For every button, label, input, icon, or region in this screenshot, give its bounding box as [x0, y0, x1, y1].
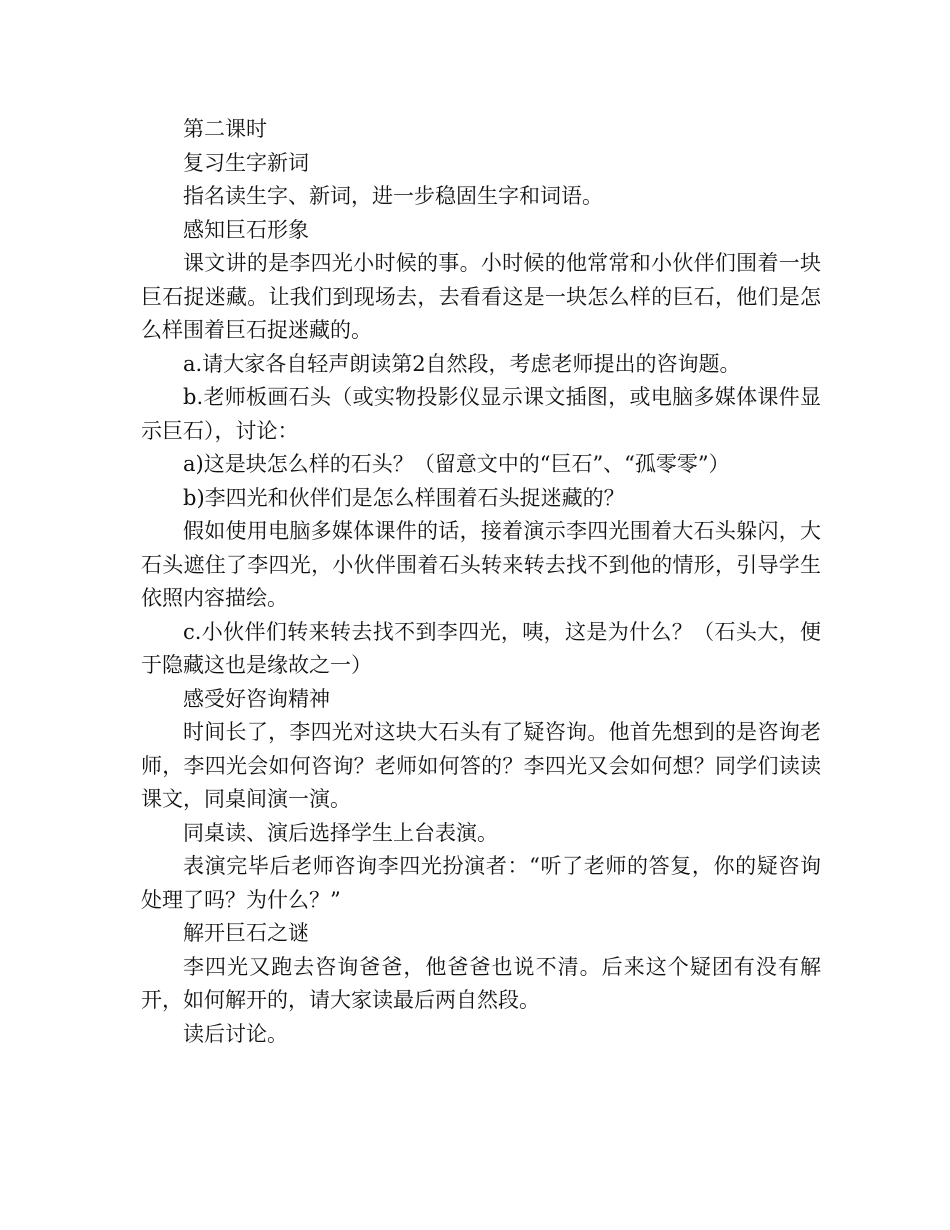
paragraph: 同桌读、演后选择学生上台表演。 [183, 820, 498, 845]
paragraph: b.老师板画石头（或实物投影仪显示课文插图，或电脑多媒体课件显示巨石），讨论： [141, 385, 821, 443]
paragraph: c.小伙伴们转来转去找不到李四光，咦，这是为什么？（石头大，便于隐藏这也是缘故之一） [141, 619, 821, 677]
paragraph: a.请大家各自轻声朗读第2自然段，考虑老师提出的咨询题。 [183, 351, 741, 376]
paragraph: 李四光又跑去咨询爸爸，他爸爸也说不清。后来这个疑团有没有解开，如何解开的，请大家读最后两自然段。 [141, 954, 821, 1012]
paragraph: b)李四光和伙伴们是怎么样围着石头捉迷藏的？ [183, 485, 625, 510]
section-heading-perceive: 感知巨石形象 [183, 217, 309, 242]
paragraph: 表演完毕后老师咨询李四光扮演者：“听了老师的答复，你的疑咨询处理了吗？为什么？” [141, 854, 821, 912]
document-body [141, 113, 821, 1051]
section-heading-review: 复习生字新词 [183, 150, 309, 175]
paragraph: 假如使用电脑多媒体课件的话，接着演示李四光围着大石头躲闪，大石头遮住了李四光，小伙伴围着石头转来转去找不到他的情形，引导学生依照内容描绘。 [141, 519, 821, 610]
section-heading-mystery: 解开巨石之谜 [183, 921, 309, 945]
paragraph: 时间长了，李四光对这块大石头有了疑咨询。他首先想到的是咨询老师，李四光会如何咨询？老师如何答的？李四光又会如何想？同学们读读课文，同桌间演一演。 [141, 720, 821, 811]
paragraph: 指名读生字、新词，进一步稳固生字和词语。 [183, 184, 603, 208]
paragraph: a)这是块怎么样的石头？（留意文中的“巨石”、“孤零零”） [183, 452, 730, 476]
paragraph: 读后讨论。 [183, 1021, 288, 1046]
section-heading-spirit: 感受好咨询精神 [183, 686, 330, 711]
lesson-period-heading: 第二课时 [183, 117, 267, 141]
paragraph: 课文讲的是李四光小时候的事。小时候的他常常和小伙伴们围着一块巨石捉迷藏。让我们到现场去，去看看这是一块怎么样的巨石，他们是怎么样围着巨石捉迷藏的。 [141, 251, 821, 342]
